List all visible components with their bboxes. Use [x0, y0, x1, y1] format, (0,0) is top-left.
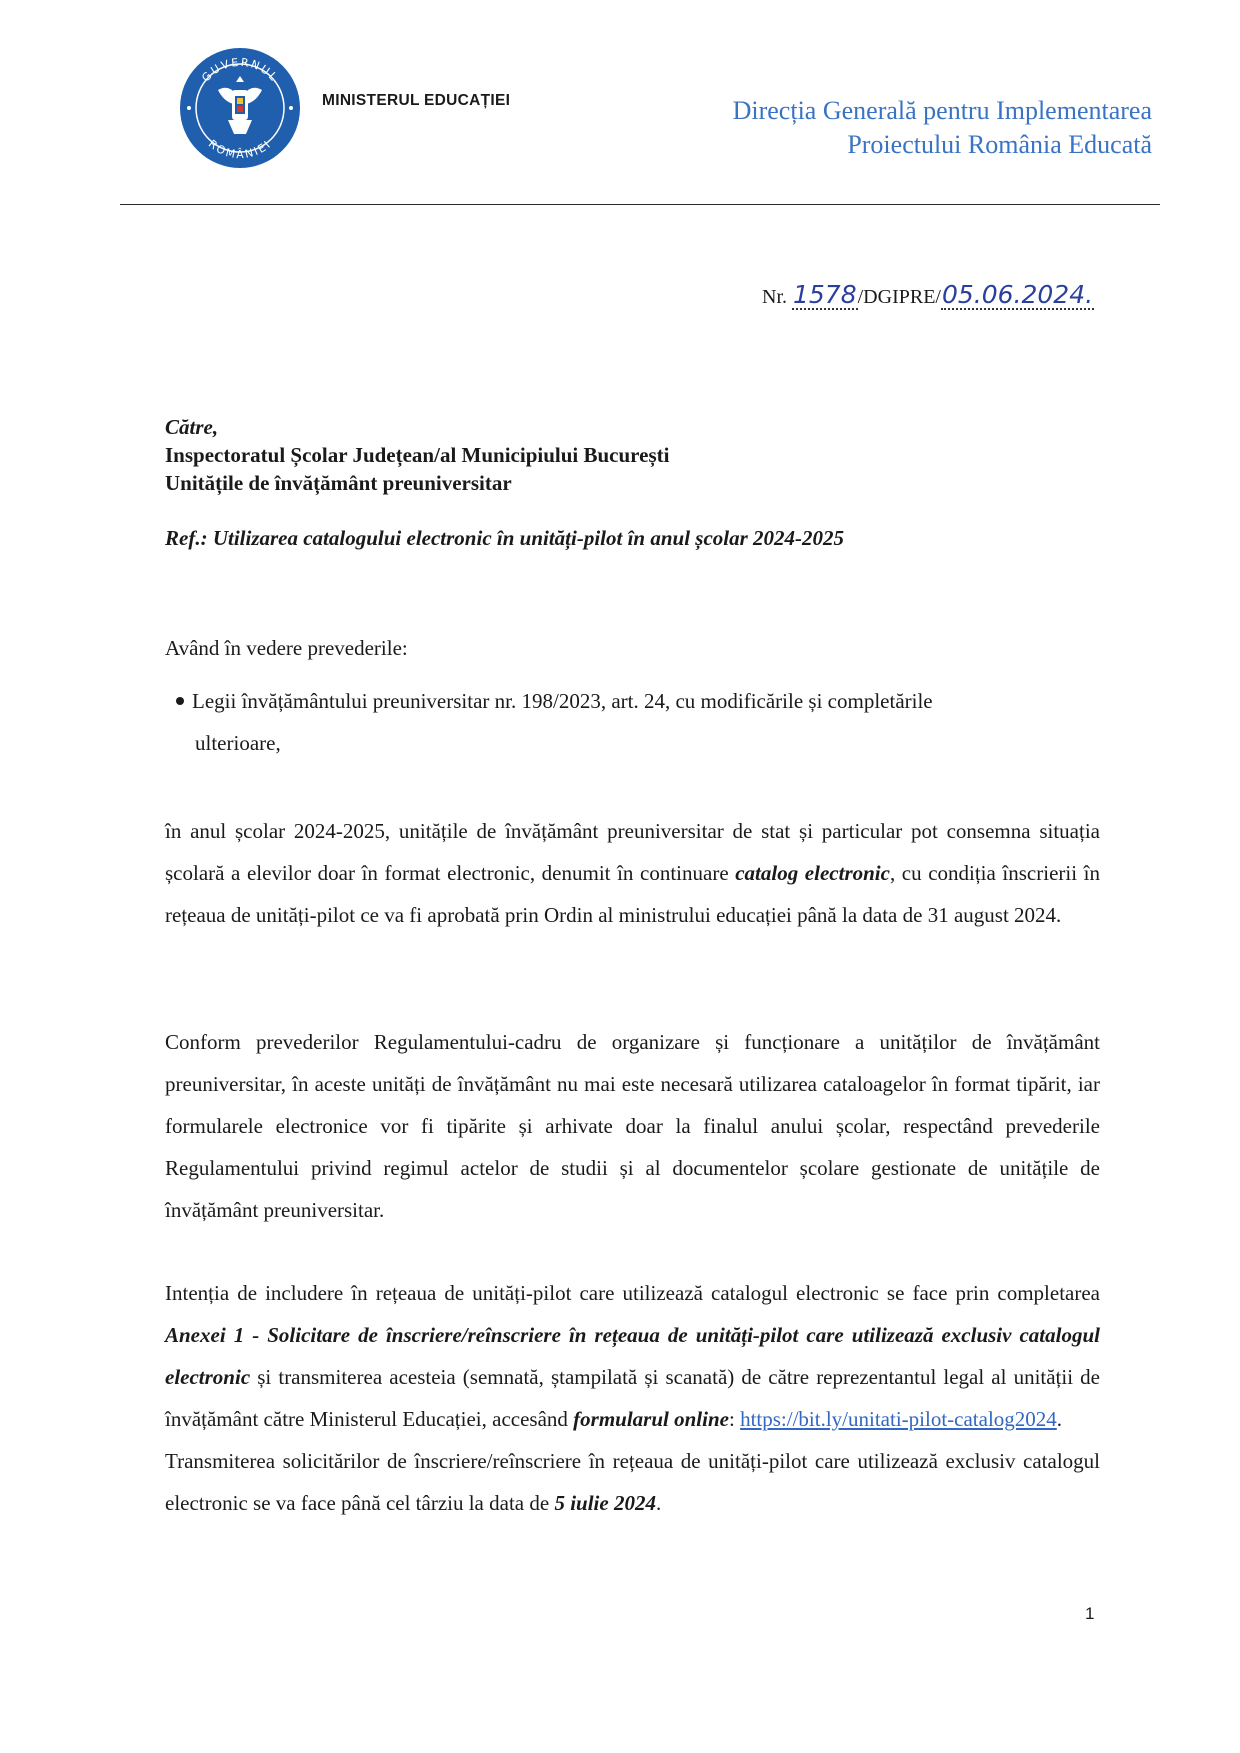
paragraph-4 — [165, 1440, 1100, 1524]
reference-line — [165, 526, 844, 551]
intro-text: Având în vedere prevederile: — [165, 636, 408, 660]
paragraph-3-text-a: Intenția de includere în rețeaua de unități-pilot care utilizează catalogul electronic se face prin completarea — [165, 1281, 1100, 1305]
paragraph-1-text-c: , cu condiția înscrierii în rețeaua de unități-pilot ce va fi aprobată prin Ordin al ministrului educației până la data de 31 august 2024. — [165, 861, 1100, 927]
bullet-dot-icon — [176, 697, 184, 705]
bullet-item — [176, 680, 1100, 764]
directorate-line-2: Proiectului România Educată — [847, 130, 1152, 159]
registration-prefix: Nr. — [762, 286, 787, 308]
paragraph-2: Conform prevederilor Regulamentului-cadru de organizare și funcționare a unităților de învățământ preuniversitar, în aceste unități de învățământ nu mai este necesară utilizarea cataloagelor în format tipărit, iar formularele electronice vor fi tipărite și arhivate doar la finalul anului școlar, respectând prevederile Regulamentului privind regimul actelor de studii și al documentelor școlare gestionate de unitățile de învățământ preuniversitar. — [165, 1030, 1100, 1222]
paragraph-3-colon: : — [728, 1407, 741, 1431]
registration-number: 1578 — [793, 280, 857, 309]
annex-title: Anexei 1 - Solicitare de înscriere/reînscriere în rețeaua de unități-pilot care utilizează exclusiv catalogul electronic — [165, 1323, 1100, 1389]
paragraph-4-period: . — [655, 1491, 662, 1515]
paragraph-3 — [165, 1272, 1100, 1440]
header-divider — [120, 204, 1160, 205]
bullet-text: Legii învățământului preuniversitar nr. 198/2023, art. 24, cu modificările și completările — [192, 689, 933, 713]
directorate-line-1: Direcția Generală pentru Implementarea — [732, 96, 1152, 125]
online-form-label: formularul online — [573, 1407, 729, 1431]
paragraph-1-emphasis: catalog electronic — [735, 861, 890, 885]
registration-line — [762, 280, 1094, 310]
government-seal-logo — [178, 46, 302, 170]
bullet-text-continued: ulterioare, — [195, 731, 281, 755]
online-form-link[interactable]: https://bit.ly/unitati-pilot-catalog2024 — [740, 1407, 1057, 1431]
svg-text:ROMÂNIEI: ROMÂNIEI — [205, 137, 275, 162]
salutation: Către, — [165, 415, 219, 439]
reference-label: Ref. — [165, 526, 201, 550]
page-number: 1 — [1085, 1604, 1095, 1623]
paragraph-3-text-c: și transmiterea acesteia (semnată, ștampilată și scanată) de către reprezentantul legal al unității de învățământ către Ministerul Educației, accesând — [165, 1365, 1100, 1431]
addressee-line-2: Unitățile de învățământ preuniversitar — [165, 471, 512, 495]
paragraph-1-text-a: în anul școlar 2024-2025, unitățile de învățământ preuniversitar de stat și particular pot consemna situația școlară a elevilor doar în format electronic, denumit în continuare — [165, 819, 1100, 885]
ministry-name: MINISTERUL EDUCAȚIEI — [322, 92, 511, 109]
svg-text:GUVERNUL: GUVERNUL — [199, 55, 281, 85]
paragraph-3-period: . — [1056, 1407, 1063, 1431]
paragraph-1 — [165, 810, 1100, 936]
addressee-line-1: Inspectoratul Școlar Județean/al Municipiului București — [165, 443, 670, 467]
deadline-date: 5 iulie 2024 — [554, 1491, 656, 1515]
paragraph-4-text-a: Transmiterea solicitărilor de înscriere/reînscriere în rețeaua de unități-pilot care utilizează exclusiv catalogul electronic se va face până cel târziu la data de — [165, 1449, 1100, 1515]
directorate-name — [733, 94, 1152, 162]
registration-date: 05.06.2024. — [941, 280, 1094, 309]
registration-middle: /DGIPRE/ — [857, 286, 941, 308]
reference-text: : Utilizarea catalogului electronic în unități-pilot în anul școlar 2024-2025 — [200, 526, 845, 550]
